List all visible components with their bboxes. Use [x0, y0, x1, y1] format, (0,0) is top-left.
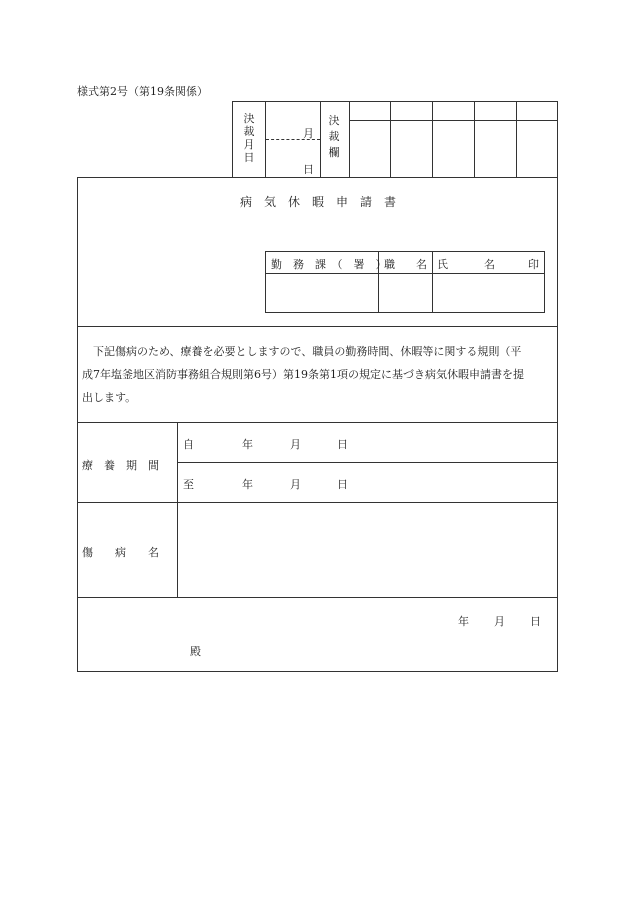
footer-month: 月: [494, 615, 505, 628]
from-label: 自: [183, 438, 194, 451]
approval-stamp-cell[interactable]: [350, 121, 390, 176]
form-title: 病 気 休 暇 申 請 書: [240, 195, 397, 209]
seal-header: 印: [528, 258, 539, 271]
statement-line: 成7年塩釜地区消防事務組合規則第6号）第19条第1項の規定に基づき病気休暇申請書を提: [82, 368, 524, 381]
approval-column-label: 決裁欄: [328, 114, 340, 159]
approval-stamp-cell[interactable]: [433, 121, 474, 176]
approval-date-label: 決裁月日: [243, 112, 255, 164]
day-label: 日: [337, 438, 348, 451]
approval-month-label: 月: [303, 127, 314, 140]
post-header-right: 名: [416, 258, 427, 271]
name-header-left: 氏: [437, 258, 448, 271]
post-field[interactable]: [379, 274, 432, 312]
addressee-suffix: 殿: [190, 645, 201, 658]
year-label: 年: [242, 478, 253, 491]
form-number: 様式第2号（第19条関係）: [77, 85, 208, 98]
dept-field[interactable]: [266, 274, 378, 312]
footer-day: 日: [530, 615, 541, 628]
footer-year: 年: [458, 615, 469, 628]
illness-label: 傷 病 名: [82, 546, 159, 559]
statement-line: 出します。: [82, 391, 137, 404]
day-label: 日: [337, 478, 348, 491]
approval-stamp-cell[interactable]: [475, 121, 516, 176]
name-field[interactable]: [433, 274, 544, 312]
statement-line: 下記傷病のため、療養を必要としますので、職員の勤務時間、休暇等に関する規則（平: [93, 345, 522, 358]
post-header-left: 職: [384, 258, 395, 271]
name-header-mid: 名: [484, 258, 495, 271]
dept-header: 勤 務 課 （ 署 ）: [271, 258, 387, 271]
approval-day-label: 日: [303, 163, 314, 176]
to-label: 至: [183, 478, 194, 491]
illness-field[interactable]: [178, 503, 557, 597]
month-label: 月: [290, 478, 301, 491]
month-label: 月: [290, 438, 301, 451]
approval-stamp-cell[interactable]: [391, 121, 432, 176]
treatment-period-label: 療 養 期 間: [82, 459, 159, 472]
year-label: 年: [242, 438, 253, 451]
approval-stamp-cell[interactable]: [517, 121, 557, 176]
